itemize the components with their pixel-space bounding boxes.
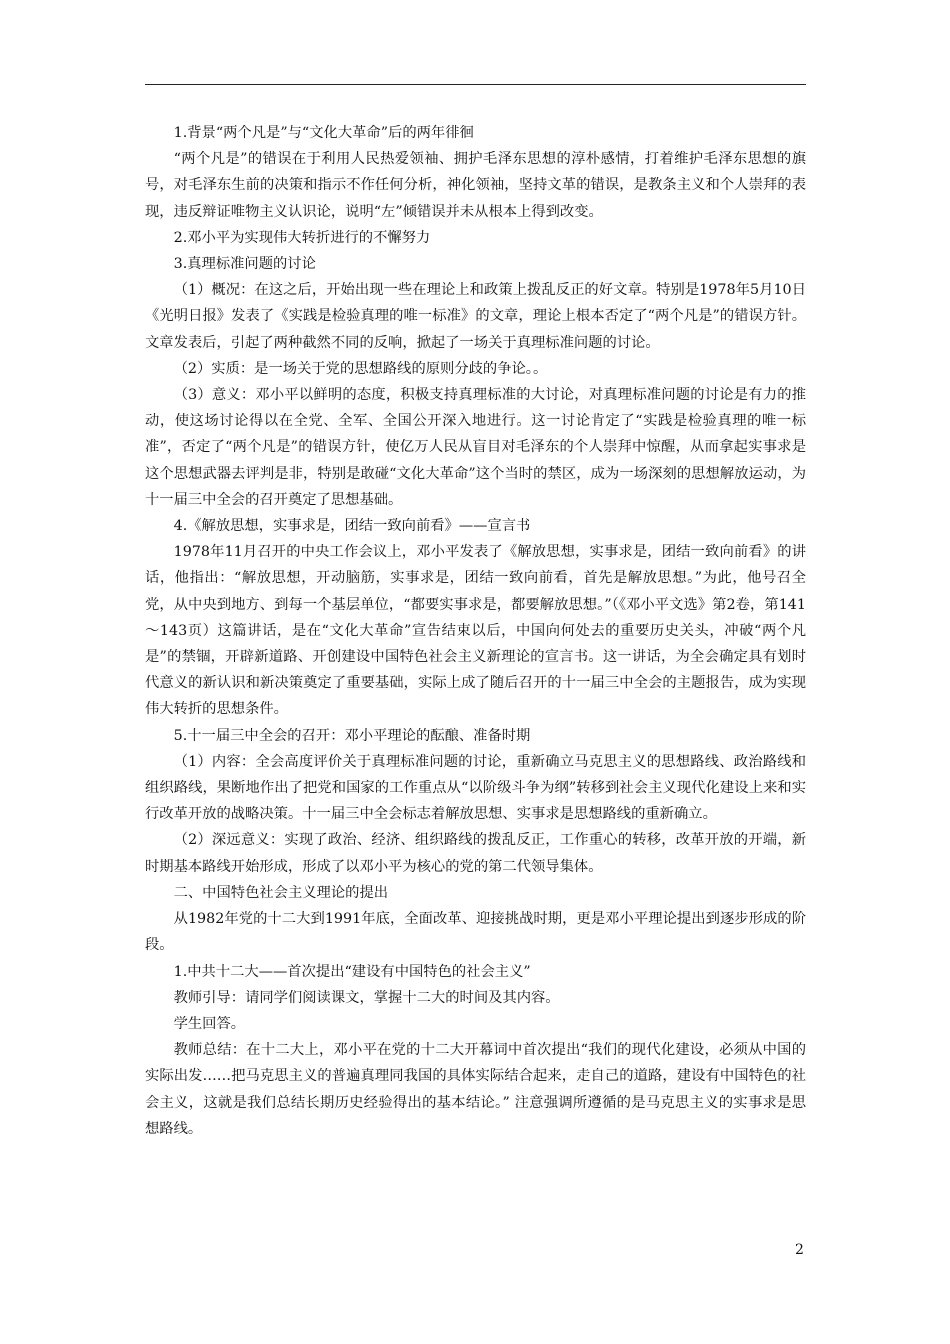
paragraph: 学生回答。	[173, 1015, 246, 1032]
section-heading: 2.邓小平为实现伟大转折进行的不懈努力	[173, 229, 431, 246]
body-text	[145, 120, 806, 1142]
paragraph: （3）意义：邓小平以鲜明的态度，积极支持真理标准的大讨论，对真理标准问题的讨论是有力的推动，使这场讨论得以在全党、全军、全国公开深入地进行。这一讨论肯定了“实践是检验真理的唯一标准”，否定了“两个凡是”的错误方针，使亿万人民从盲目对毛泽东的个人崇拜中惊醒，从而拿起实事求是这个思想武器去评判是非，特别是敢碰“文化大革命”这个当时的禁区，成为一场深刻的思想解放运动，为十一届三中全会的召开奠定了思想基础。	[145, 387, 806, 508]
section-heading: 3.真理标准问题的讨论	[173, 256, 316, 273]
section-heading: 5.十一届三中全会的召开：邓小平理论的酝酿、准备时期	[173, 727, 531, 744]
header-rule	[145, 84, 806, 85]
paragraph: 1978年11月召开的中央工作会议上，邓小平发表了《解放思想，实事求是，团结一致向前看》的讲话，他指出：“解放思想，开动脑筋，实事求是，团结一致向前看，首先是解放思想。”为此，他号召全党，从中央到地方、到每一个基层单位，“都要实事求是，都要解放思想。”（《邓小平文选》第2卷，第141～143页）这篇讲话，是在“文化大革命”宣告结束以后，中国向何处去的重要历史关头，冲破“两个凡是”的禁锢，开辟新道路、开创建设中国特色社会主义新理论的宣言书。这一讲话，为全会确定具有划时代意义的新认识和新决策奠定了重要基础，实际上成了随后召开的十一届三中全会的主题报告，成为实现伟大转折的思想条件。	[145, 544, 806, 718]
paragraph: （1）概况：在这之后，开始出现一些在理论上和政策上拨乱反正的好文章。特别是1978年5月10日《光明日报》发表了《实践是检验真理的唯一标准》的文章，理论上根本否定了“两个凡是”的错误方针。文章发表后，引起了两种截然不同的反响，掀起了一场关于真理标准问题的讨论。	[145, 282, 806, 351]
section-heading: 1.中共十二大——首次提出“建设有中国特色的社会主义”	[173, 963, 531, 980]
paragraph: （2）实质：是一场关于党的思想路线的原则分歧的争论。。	[173, 360, 548, 377]
paragraph: （2）深远意义：实现了政治、经济、组织路线的拨乱反正，工作重心的转移，改革开放的开端，新时期基本路线开始形成，形成了以邓小平为核心的党的第二代领导集体。	[145, 832, 806, 875]
paragraph: 教师总结：在十二大上，邓小平在党的十二大开幕词中首次提出“我们的现代化建设，必须从中国的实际出发……把马克思主义的普遍真理同我国的具体实际结合起来，走自己的道路，建设有中国特色的社会主义，这就是我们总结长期历史经验得出的基本结论。” 注意强调所遵循的是马克思主义的实事求是思想路线。	[145, 1042, 806, 1137]
paragraph: 教师引导：请同学们阅读课文，掌握十二大的时间及其内容。	[173, 989, 560, 1006]
section-heading: 4.《解放思想，实事求是，团结一致向前看》——宣言书	[173, 518, 531, 535]
page-number: 2	[795, 1242, 804, 1258]
chapter-heading: 二、中国特色社会主义理论的提出	[173, 884, 389, 901]
paragraph: （1）内容：全会高度评价关于真理标准问题的讨论，重新确立马克思主义的思想路线、政治路线和组织路线，果断地作出了把党和国家的工作重点从“以阶级斗争为纲”转移到社会主义现代化建设上来和实行改革开放的战略决策。十一届三中全会标志着解放思想、实事求是思想路线的重新确立。	[145, 753, 806, 823]
section-heading: 1.背景“两个凡是”与“文化大革命”后的两年徘徊	[173, 125, 474, 141]
paragraph: 从1982年党的十二大到1991年底，全面改革、迎接挑战时期，更是邓小平理论提出到逐步形成的阶段。	[145, 911, 806, 954]
paragraph: “两个凡是”的错误在于利用人民热爱领袖、拥护毛泽东思想的淳朴感情，打着维护毛泽东思想的旗号，对毛泽东生前的决策和指示不作任何分析，神化领袖，坚持文革的错误，是教条主义和个人崇拜的表现，违反辩证唯物主义认识论，说明“左”倾错误并未从根本上得到改变。	[145, 151, 806, 220]
